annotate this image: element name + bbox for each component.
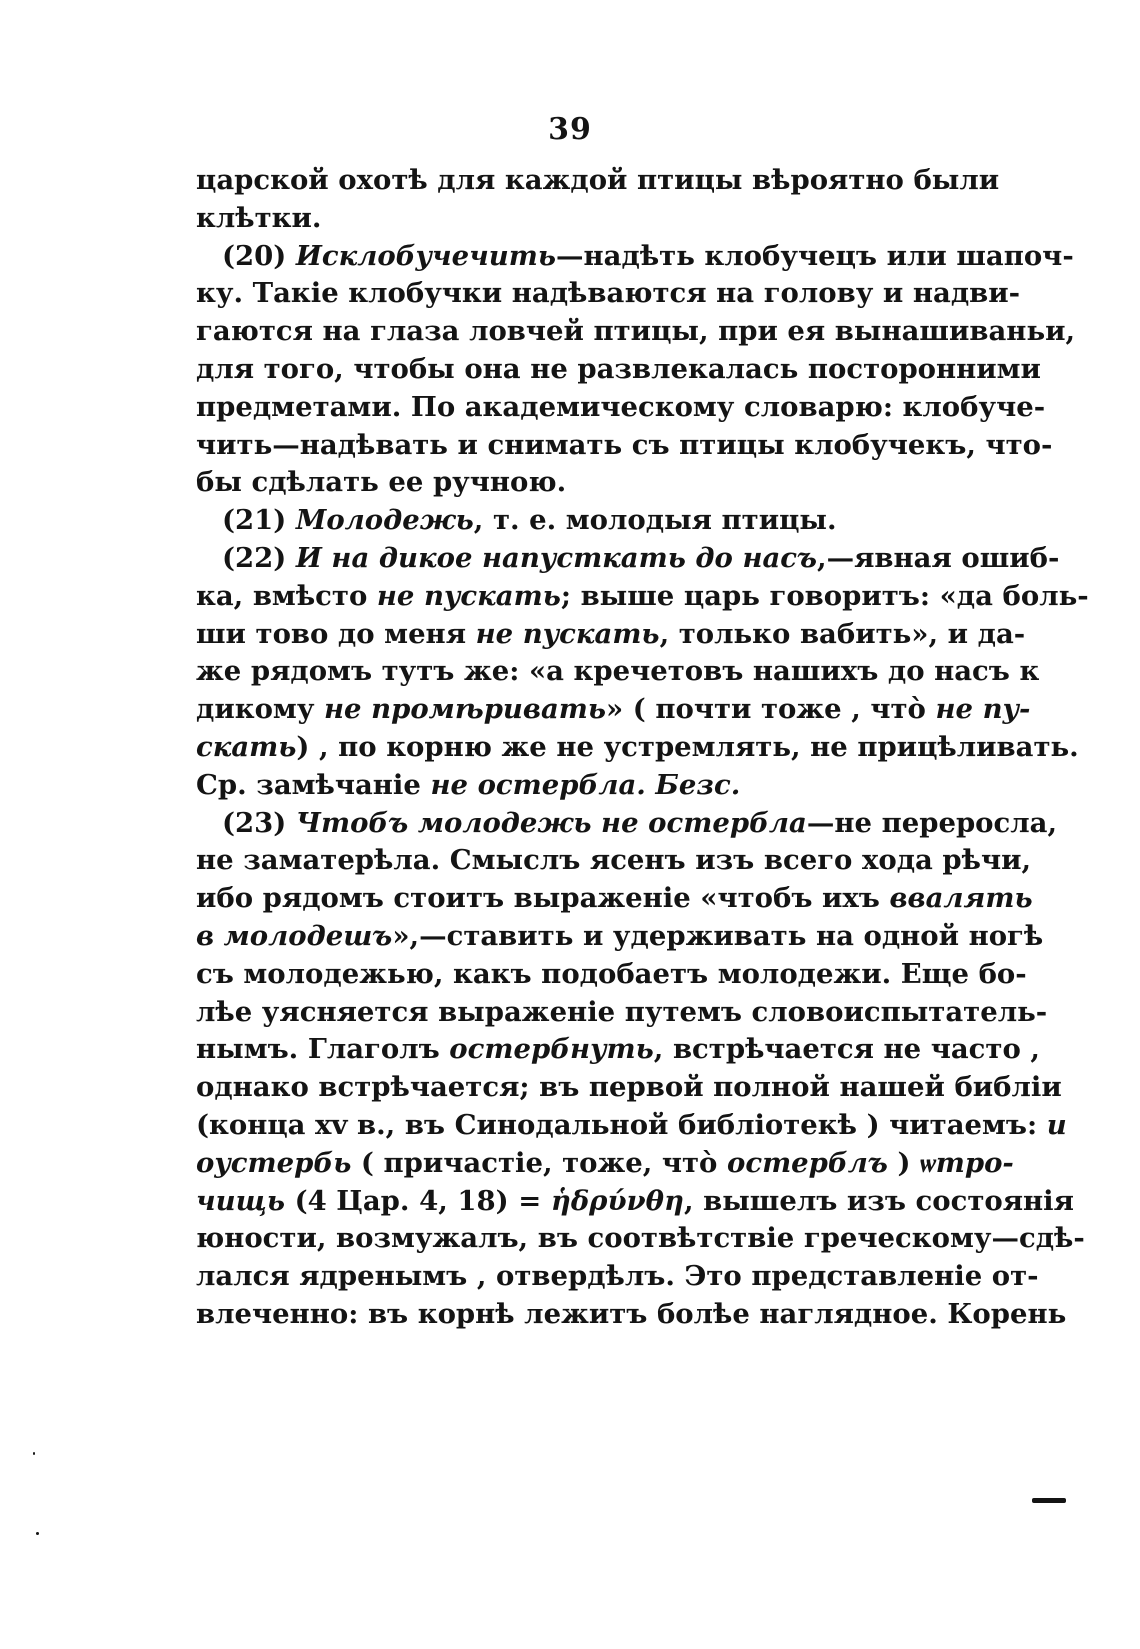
italic-text: не пускать — [475, 617, 660, 650]
text-line — [196, 918, 1044, 956]
body-text — [196, 162, 1089, 1334]
text-run: (22) — [222, 541, 296, 574]
text-run: гаются на глаза ловчей птицы, при ея вынашиваньи, — [196, 315, 1076, 348]
italic-text: ввалять — [889, 882, 1033, 915]
text-run: (4 Цар. 4, 18) = — [285, 1184, 551, 1217]
italic-text: чищь — [196, 1184, 285, 1217]
text-run: ибо рядомъ стоитъ выраженіе «чтобъ ихъ — [196, 882, 890, 915]
text-run: ка, вмѣсто — [196, 579, 377, 612]
text-line — [196, 767, 956, 805]
text-line — [196, 1069, 1062, 1107]
text-run: нымъ. Глаголъ — [196, 1033, 450, 1066]
italic-text: Чтобъ молодежь не остербла — [295, 806, 807, 839]
text-run: Ср. замѣчаніе — [196, 768, 431, 801]
speck-mark — [33, 1452, 35, 1455]
text-line — [196, 200, 956, 238]
text-run: не заматерѣла. Смыслъ ясенъ изъ всего хода рѣчи, — [196, 844, 1032, 877]
text-run: чить—надѣвать и снимать съ птицы клобучекъ, что- — [196, 428, 1053, 461]
text-run: влеченно: въ корнѣ лежитъ болѣе наглядное. Корень — [196, 1297, 1067, 1330]
text-run: ; выше царь говоритъ: «да боль- — [560, 579, 1089, 612]
text-line — [196, 464, 956, 502]
text-run: для того, чтобы она не развлекалась посторонними — [196, 352, 1041, 385]
note-23-heading-line — [196, 805, 1058, 843]
text-run: ку. Такіе клобучки надѣваются на голову и надви- — [196, 277, 1021, 310]
text-run: —не переросла, — [806, 806, 1058, 839]
text-line — [196, 313, 1076, 351]
text-line — [196, 1031, 1040, 1069]
text-run: лался ядренымъ , отвердѣлъ. Это представленіе от- — [196, 1260, 1039, 1293]
italic-text: ἡδρύνθη — [550, 1184, 684, 1217]
text-run: (21) — [222, 504, 296, 537]
text-run: ( причастіе, тоже, что̀ — [351, 1146, 727, 1179]
text-run: ) , по корню же не устремлять, не прицѣливать. — [296, 730, 1079, 763]
italic-text: не промѣривать — [324, 693, 607, 726]
text-run: , только вабить», и да- — [659, 617, 1026, 650]
text-line — [196, 578, 1089, 616]
italic-text: оустербь — [196, 1146, 352, 1179]
italic-text: Исклобучечить — [295, 239, 557, 272]
note-22-heading-line — [196, 540, 1060, 578]
text-line — [196, 994, 1048, 1032]
text-run: , встрѣчается не часто , — [653, 1033, 1040, 1066]
text-line — [196, 1258, 1039, 1296]
text-line — [196, 691, 1031, 729]
text-run: »,—ставить и удерживать на одной ногѣ — [392, 919, 1044, 952]
italic-text: И на дикое напусткать до насъ — [295, 541, 818, 574]
text-run: царской охотѣ для каждой птицы вѣроятно были — [196, 164, 1000, 196]
text-run: бы сдѣлать ее ручною. — [196, 466, 567, 499]
text-line — [196, 162, 1000, 200]
italic-text: ѡтро- — [920, 1146, 1014, 1179]
text-line — [196, 1107, 1067, 1145]
text-line — [196, 1145, 1014, 1183]
text-line — [196, 1183, 1074, 1221]
italic-text: не пускать — [376, 579, 561, 612]
text-line — [196, 956, 1027, 994]
text-run: ,—явная ошиб- — [817, 541, 1060, 574]
italic-text: скать — [196, 730, 297, 763]
text-run: ши тово до меня — [196, 617, 476, 650]
text-run: (23) — [222, 806, 296, 839]
text-line — [196, 653, 1040, 691]
italic-text: не остербла. Безс. — [430, 768, 741, 801]
text-run: —надѣть клобучецъ или шапоч- — [556, 239, 1074, 272]
text-line — [196, 389, 1046, 427]
text-run: , вышелъ изъ состоянія — [683, 1184, 1074, 1217]
text-run: (конца xv в., въ Синодальной библіотекѣ ) читаемъ: — [196, 1108, 1047, 1141]
text-run: , т. е. молодыя птицы. — [473, 504, 837, 537]
text-line — [196, 880, 1033, 918]
text-run: предметами. По академическому словарю: клобуче- — [196, 390, 1046, 423]
italic-text: в молодешъ — [196, 919, 393, 952]
text-line — [196, 275, 1021, 313]
text-line — [196, 427, 1053, 465]
page-number: 39 — [548, 112, 592, 147]
text-run: же рядомъ тутъ же: «а кречетовъ нашихъ до насъ к — [196, 655, 1040, 688]
text-line — [196, 1220, 1085, 1258]
note-20-heading-line — [196, 238, 1074, 276]
italic-text: и — [1046, 1108, 1067, 1141]
text-line — [196, 1296, 1067, 1334]
text-run: лѣе уясняется выраженіе путемъ словоиспытатель- — [196, 995, 1048, 1028]
italic-text: остерблъ — [726, 1146, 888, 1179]
text-run: юности, возмужалъ, въ соотвѣтствіе греческому—сдѣ- — [196, 1222, 1085, 1255]
text-line — [196, 729, 1079, 767]
note-21-heading-line — [196, 502, 956, 540]
text-run: съ молодежью, какъ подобаетъ молодежи. Еще бо- — [196, 957, 1027, 990]
italic-text: остербнуть — [449, 1033, 654, 1066]
text-run: ) — [887, 1146, 921, 1179]
text-line — [196, 351, 1041, 389]
text-line — [196, 842, 1032, 880]
speck-mark — [36, 1532, 39, 1535]
italic-text: не пу- — [935, 693, 1031, 726]
text-run: » ( почти тоже , что̀ — [606, 693, 936, 726]
text-run: однако встрѣчается; въ первой полной нашей библіи — [196, 1071, 1062, 1104]
italic-text: Молодежь — [295, 504, 474, 537]
text-run: клѣтки. — [196, 201, 322, 234]
text-run: дикому — [196, 693, 324, 726]
text-run: (20) — [222, 239, 296, 272]
margin-dash-mark — [1032, 1498, 1066, 1503]
text-line — [196, 616, 1026, 654]
